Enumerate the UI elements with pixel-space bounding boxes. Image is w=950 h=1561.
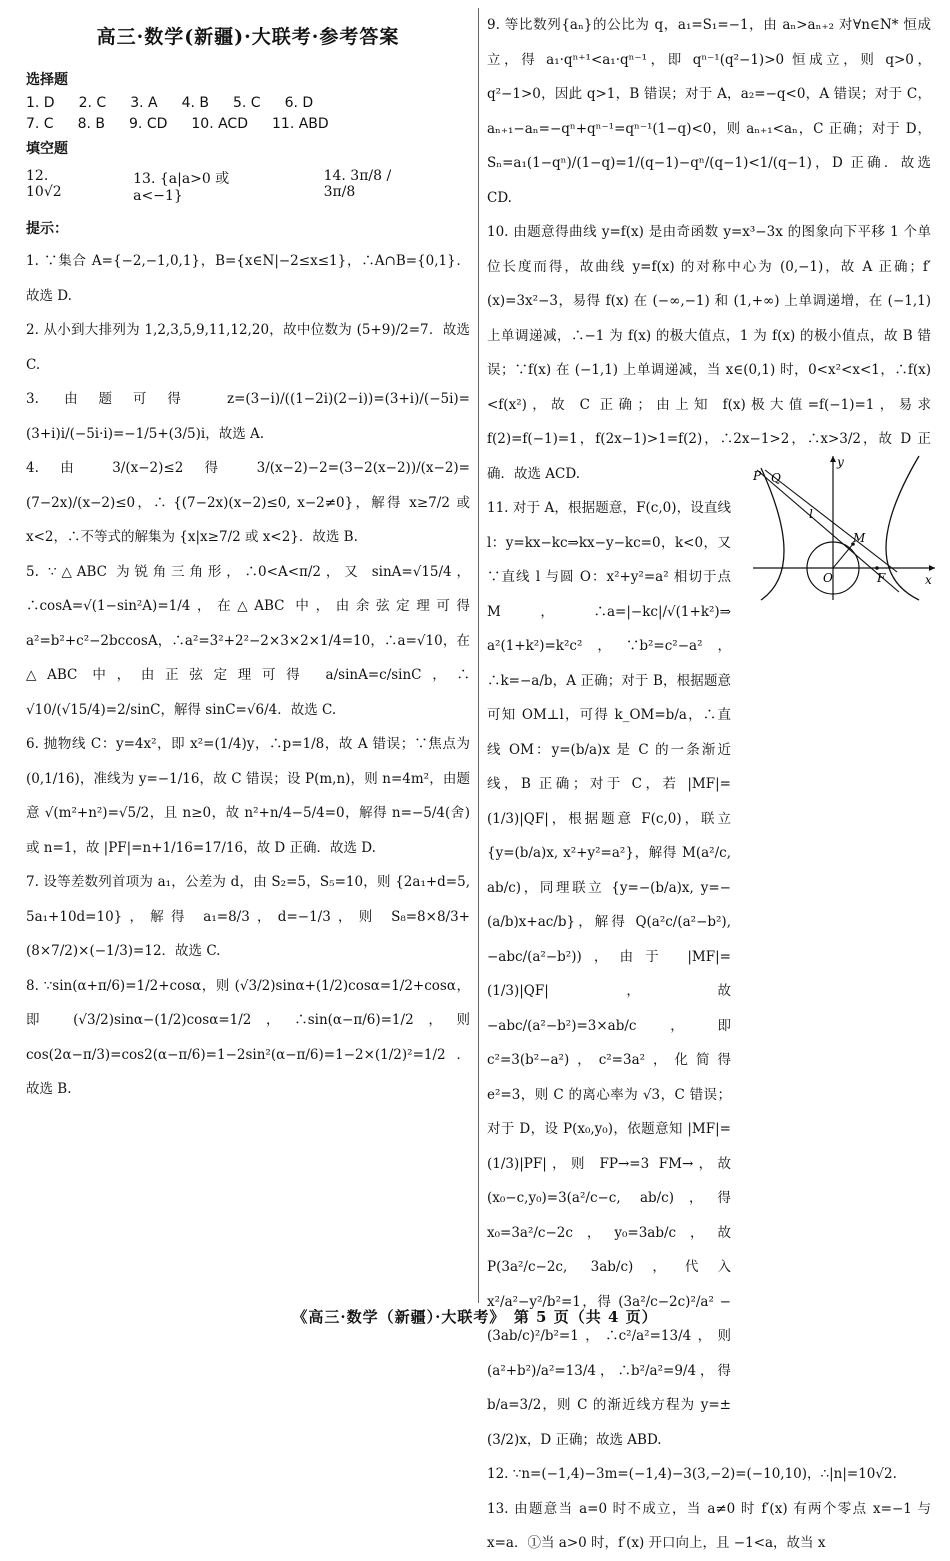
hint-item-13: 13. 由题意当 a=0 时不成立，当 a≠0 时 f′(x) 有两个零点 x=−1 与 x=a．①当 a>0 时，f′(x) 开口向上，且 −1<a，故当 x [487, 1500, 931, 1551]
answer-item: 14. 3π/8 / 3π/8 [323, 168, 392, 200]
label-q: Q [771, 471, 781, 485]
answer-item: 12. 10√2 [26, 168, 62, 200]
column-divider [478, 8, 479, 1303]
fill-answers-row [26, 168, 470, 204]
choice-answers-row-2 [26, 116, 470, 132]
hint-item-9: 9. 等比数列{aₙ}的公比为 q，a₁=S₁=−1，由 aₙ>aₙ₊₂ 对∀n∈N* 恒成立，得 a₁·qⁿ⁺¹<a₁·qⁿ⁻¹，即 qⁿ⁻¹(q²−1)>0 恒成立，则 q>0，q²−1>0，因此 q>1，B 错误；对于 A，a₂=−q<0，A 错误；对于 C，aₙ₊₁−aₙ=−qⁿ+qⁿ⁻¹=qⁿ⁻¹(1−q)<0，则 aₙ₊₁<aₙ，C 正确；对于 D，Sₙ=a₁(1−qⁿ)/(1−q)=1/(q−1)−qⁿ/(q−1)<1/(q−1)，D 正确．故选 CD. [487, 17, 931, 206]
hint-item-8: 8. ∵sin(α+π/6)=1/2+cosα，则 (√3/2)sinα+(1/2)cosα=1/2+cosα，即 (√3/2)sinα−(1/2)cosα=1/2，∴sin(α−π/6)=1/2，则 cos(2α−π/3)=cos2(α−π/6)=1−2sin²(α−π/6)=1−2×(1/2)²=1/2．故选 B. [26, 977, 470, 1097]
hint-list-right [487, 8, 931, 1561]
hint-list-left [26, 244, 470, 1107]
answer-item: 11. ABD [272, 116, 329, 132]
y-axis-arrow [830, 456, 836, 462]
section-fill-heading: 填空题 [26, 141, 68, 157]
hint-item-2: 2. 从小到大排列为 1,2,3,5,9,11,12,20，故中位数为 (5+9)/2=7．故选 C. [26, 322, 470, 373]
x-axis-arrow [929, 565, 935, 571]
label-f: F [877, 571, 886, 585]
label-o: O [823, 571, 833, 585]
label-y: y [837, 455, 844, 469]
page-footer: 《高三·数学（新疆）·大联考》 第 5 页（共 4 页） [292, 1308, 658, 1326]
answer-item: 2. C [78, 95, 107, 111]
choice-answers-row-1 [26, 95, 470, 111]
hint-item-10: 10. 由题意得曲线 y=f(x) 是由奇函数 y=x³−3x 的图象向下平移 1 个单位长度而得，故曲线 y=f(x) 的对称中心为 (0,−1)，故 A 正确；f′(x)=3x²−3，易得 f(x) 在 (−∞,−1) 和 (1,+∞) 上单调递增，在 (−1,1) 上单调递减，∴−1 为 f(x) 的极大值点，1 为 f(x) 的极小值点，故 B 错误；∵f(x) 在 (−1,1) 上单调递减，当 x∈(0,1) 时，0<x²<x<1，∴f(x)<f(x²)，故 C 正确；由上知 f(x)极大值=f(−1)=1，易求 f(2)=f(−1)=1，f(2x−1)>1=f(2)，∴2x−1>2，∴x>3/2，故 D 正确．故选 ACD. [487, 224, 931, 482]
hint-item-3: 3. 由题可得 z=(3−i)/((1−2i)(2−i))=(3+i)/(−5i)=(3+i)i/(−5i·i)=−1/5+(3/5)i，故选 A. [26, 391, 470, 442]
label-l: l [809, 507, 813, 521]
hint-item-4: 4. 由 3/(x−2)≤2 得 3/(x−2)−2=(3−2(x−2))/(x−2)=(7−2x)/(x−2)≤0，∴ {(7−2x)(x−2)≤0, x−2≠0}，解得 x≥7/2 或 x<2，∴不等式的解集为 {x|x≥7/2 或 x<2}．故选 B. [26, 460, 470, 545]
hint-item-7: 7. 设等差数列首项为 a₁，公差为 d，由 S₂=5，S₅=10，则 {2a₁+d=5, 5a₁+10d=10}，解得 a₁=8/3，d=−1/3，则 S₈=8×8/3+(8×7/2)×(−1/3)=12．故选 C. [26, 874, 470, 959]
section-choice-heading: 选择题 [26, 72, 68, 88]
answer-item: 7. C [26, 116, 54, 132]
hyperbola-left-branch [761, 468, 784, 600]
answer-item: 3. A [130, 95, 158, 111]
answer-item: 10. ACD [191, 116, 248, 132]
left-column [26, 8, 470, 1107]
answer-item: 5. C [233, 95, 261, 111]
answer-item: 13. {a|a>0 或 a<−1} [133, 171, 230, 204]
hint-item-12: 12. ∵n=(−1,4)−3m=(−1,4)−3(3,−2)=(−10,10)，∴|n|=10√2. [487, 1466, 897, 1482]
segment-om [833, 544, 853, 568]
hint-item-11: 11. 对于 A，根据题意，F(c,0)，设直线 l：y=kx−kc⇒kx−y−kc=0，k<0，又∵直线 l 与圆 O：x²+y²=a² 相切于点 M，∴a=|−kc|/√(1+k²)⇒ a²(1+k²)=k²c²，∵b²=c²−a²，∴k=−a/b，A 正确；对于 B，根据题意可知 OM⊥l，可得 k_OM=b/a，∴直线 OM：y=(b/a)x 是 C 的一条渐近线，B 正确；对于 C，若 |MF|=(1/3)|QF|，根据题意 F(c,0)，联立 {y=(b/a)x, x²+y²=a²}，解得 M(a²/c, ab/c)，同理联立 {y=−(b/a)x, y=−(a/b)x+ac/b}，解得 Q(a²c/(a²−b²), −abc/(a²−b²))，由于 |MF|=(1/3)|QF|，故 −abc/(a²−b²)=3×ab/c，即 c²=3(b²−a²)，c²=3a²，化简得 e²=3，则 C 的离心率为 √3，C 错误；对于 D，设 P(x₀,y₀)，依题意知 |MF|=(1/3)|PF|，则 FP→=3 FM→，故 (x₀−c,y₀)=3(a²/c−c, ab/c)，得 x₀=3a²/c−2c，y₀=3ab/c，故 P(3a²/c−2c, 3ab/c)，代入 x²/a²−y²/b²=1，得 (3a²/c−2c)²/a² − (3ab/c)²/b²=1，∴c²/a²=13/4，则 (a²+b²)/a²=13/4，∴b²/a²=9/4，得 b/a=3/2，则 C 的渐近线方程为 y=±(3/2)x，D 正确；故选 ABD. [487, 500, 731, 1448]
section-hint-heading: 提示： [26, 221, 68, 237]
answer-item: 8. B [77, 116, 106, 132]
line-pf [765, 470, 897, 572]
answer-item: 1. D [26, 95, 55, 111]
hyperbola-figure [749, 452, 939, 602]
right-column [487, 8, 931, 1561]
hint-item-6: 6. 抛物线 C：y=4x²，即 x²=(1/4)y，∴p=1/8，故 A 错误；∵焦点为 (0,1/16)，准线为 y=−1/16，故 C 错误；设 P(m,n)，则 n=4m²，由题意 √(m²+n²)=√5/2，且 n≥0，故 n²+n/4−5/4=0，解得 n=−5/4(舍) 或 n=1，故 |PF|=n+1/16=17/16，故 D 正确．故选 D. [26, 736, 470, 856]
label-p: P [753, 469, 762, 483]
answer-item: 6. D [284, 95, 314, 111]
label-m: M [853, 531, 866, 545]
hint-item-1: 1. ∵集合 A={−2,−1,0,1}，B={x∈N|−2≤x≤1}，∴A∩B={0,1}．故选 D. [26, 253, 470, 304]
hyperbola-right-branch [886, 456, 919, 600]
label-x: x [925, 573, 932, 587]
answer-item: 9. CD [129, 116, 168, 132]
answer-item: 4. B [181, 95, 209, 111]
page-title: 高三·数学(新疆)·大联考·参考答案 [96, 26, 400, 48]
point-f [875, 566, 879, 570]
hint-item-5: 5. ∵△ABC 为锐角三角形，∴0<A<π/2，又 sinA=√15/4，∴cosA=√(1−sin²A)=1/4，在△ABC 中，由余弦定理可得 a²=b²+c²−2bccosA，∴a²=3²+2²−2×3×2×1/4=10，∴a=√10，在△ABC 中，由正弦定理可得 a/sinA=c/sinC，∴ √10/(√15/4)=2/sinC，解得 sinC=√6/4．故选 C. [26, 563, 470, 718]
